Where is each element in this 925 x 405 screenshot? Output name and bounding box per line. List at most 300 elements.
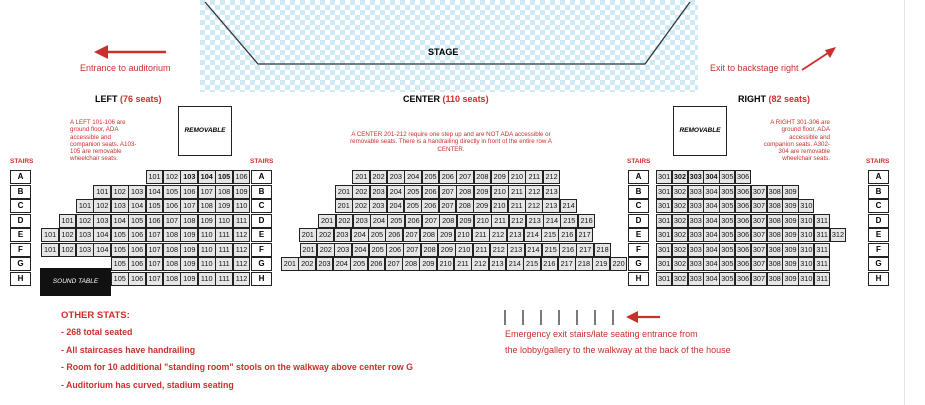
seat-center-d-212: 212 <box>509 214 527 228</box>
seat-center-e-201: 201 <box>299 228 317 242</box>
seat-left-d-110: 110 <box>215 214 233 228</box>
seat-left-c-108: 108 <box>198 199 216 213</box>
seat-center-f-204: 204 <box>352 243 370 257</box>
seat-right-f-302: 302 <box>672 243 688 257</box>
seat-left-e-106: 106 <box>128 228 146 242</box>
seat-left-h-111: 111 <box>215 272 233 286</box>
seat-center-f-215: 215 <box>542 243 560 257</box>
seat-center-f-202: 202 <box>317 243 335 257</box>
seat-right-e-304: 304 <box>703 228 719 242</box>
seat-right-b-308: 308 <box>767 185 783 199</box>
seat-right-e-301: 301 <box>656 228 672 242</box>
row-label-h: H <box>10 272 31 286</box>
seat-left-d-107: 107 <box>163 214 181 228</box>
seat-center-f-213: 213 <box>507 243 525 257</box>
emergency-line-2: the lobby/gallery to the walkway at the back of the house <box>505 345 731 355</box>
seat-left-e-108: 108 <box>163 228 181 242</box>
row-label-c: C <box>628 199 649 213</box>
seat-center-c-211: 211 <box>508 199 526 213</box>
seat-center-b-201: 201 <box>335 185 353 199</box>
seat-left-h-112: 112 <box>233 272 251 286</box>
entrance-label: Entrance to auditorium <box>80 63 171 73</box>
seat-center-a-204: 204 <box>404 170 422 184</box>
row-label-h: H <box>628 272 649 286</box>
seat-center-f-212: 212 <box>490 243 508 257</box>
seat-center-f-214: 214 <box>525 243 543 257</box>
seat-center-c-204: 204 <box>387 199 405 213</box>
seat-center-b-211: 211 <box>508 185 526 199</box>
seat-left-g-109: 109 <box>180 257 198 271</box>
center-title: CENTER <box>403 94 441 104</box>
seat-center-g-214: 214 <box>506 257 524 271</box>
seat-right-f-301: 301 <box>656 243 672 257</box>
seat-right-h-302: 302 <box>672 272 688 286</box>
seat-center-f-201: 201 <box>300 243 318 257</box>
seat-center-d-203: 203 <box>353 214 371 228</box>
seat-center-a-212: 212 <box>543 170 561 184</box>
seat-right-b-303: 303 <box>688 185 704 199</box>
seat-left-h-110: 110 <box>198 272 216 286</box>
seat-right-d-304: 304 <box>703 214 719 228</box>
seat-center-f-211: 211 <box>473 243 491 257</box>
seat-left-f-102: 102 <box>59 243 77 257</box>
seat-center-c-205: 205 <box>404 199 422 213</box>
seat-right-g-304: 304 <box>703 257 719 271</box>
seat-left-d-105: 105 <box>128 214 146 228</box>
seat-center-c-208: 208 <box>456 199 474 213</box>
seat-right-g-303: 303 <box>688 257 704 271</box>
exit-backstage-label: Exit to backstage right <box>710 63 799 73</box>
seat-center-f-216: 216 <box>559 243 577 257</box>
seat-center-d-207: 207 <box>422 214 440 228</box>
seat-center-e-203: 203 <box>334 228 352 242</box>
seat-center-a-205: 205 <box>422 170 440 184</box>
seat-left-f-109: 109 <box>180 243 198 257</box>
seat-left-e-107: 107 <box>146 228 164 242</box>
row-label-c: C <box>868 199 889 213</box>
seat-left-e-104: 104 <box>93 228 111 242</box>
seat-right-d-301: 301 <box>656 214 672 228</box>
seat-left-b-109: 109 <box>233 185 251 199</box>
seat-right-e-305: 305 <box>719 228 735 242</box>
seat-left-b-108: 108 <box>215 185 233 199</box>
seat-center-c-202: 202 <box>352 199 370 213</box>
seat-center-c-209: 209 <box>473 199 491 213</box>
seat-left-c-106: 106 <box>163 199 181 213</box>
row-label-g: G <box>10 257 31 271</box>
seat-center-g-208: 208 <box>402 257 420 271</box>
seat-center-b-212: 212 <box>525 185 543 199</box>
seat-left-c-103: 103 <box>111 199 129 213</box>
seat-center-d-213: 213 <box>526 214 544 228</box>
seat-center-g-201: 201 <box>281 257 299 271</box>
seat-left-b-103: 103 <box>128 185 146 199</box>
stairs-label-center-left: STAIRS <box>250 158 274 165</box>
seat-left-g-108: 108 <box>163 257 181 271</box>
seat-right-f-307: 307 <box>751 243 767 257</box>
row-label-h: H <box>251 272 272 286</box>
seat-center-g-211: 211 <box>454 257 472 271</box>
seat-center-g-218: 218 <box>575 257 593 271</box>
seat-center-a-211: 211 <box>525 170 543 184</box>
seat-left-c-109: 109 <box>215 199 233 213</box>
seat-left-f-106: 106 <box>128 243 146 257</box>
seat-center-b-202: 202 <box>352 185 370 199</box>
seat-center-e-204: 204 <box>351 228 369 242</box>
seat-center-e-215: 215 <box>541 228 559 242</box>
seat-right-h-304: 304 <box>703 272 719 286</box>
seat-center-a-210: 210 <box>508 170 526 184</box>
seat-right-e-302: 302 <box>672 228 688 242</box>
seat-center-e-207: 207 <box>403 228 421 242</box>
row-label-d: D <box>868 214 889 228</box>
seat-right-d-305: 305 <box>719 214 735 228</box>
seat-left-b-102: 102 <box>111 185 129 199</box>
seat-center-f-218: 218 <box>594 243 612 257</box>
seat-center-c-201: 201 <box>335 199 353 213</box>
seat-center-f-203: 203 <box>334 243 352 257</box>
seat-right-d-306: 306 <box>735 214 751 228</box>
seat-center-g-205: 205 <box>350 257 368 271</box>
seat-right-h-308: 308 <box>767 272 783 286</box>
row-label-c: C <box>251 199 272 213</box>
emergency-line-1: Emergency exit stairs/late seating entrance from <box>505 329 698 339</box>
seat-left-e-110: 110 <box>198 228 216 242</box>
seat-left-g-106: 106 <box>128 257 146 271</box>
seat-center-d-214: 214 <box>543 214 561 228</box>
seat-right-h-311: 311 <box>814 272 830 286</box>
seat-center-f-206: 206 <box>386 243 404 257</box>
seat-left-e-103: 103 <box>76 228 94 242</box>
seat-left-d-104: 104 <box>111 214 129 228</box>
stat-item: - 268 total seated <box>61 327 133 337</box>
seat-right-h-310: 310 <box>798 272 814 286</box>
row-label-d: D <box>10 214 31 228</box>
seat-center-f-208: 208 <box>421 243 439 257</box>
seat-center-e-211: 211 <box>472 228 490 242</box>
row-label-a: A <box>10 170 31 184</box>
seat-right-b-301: 301 <box>656 185 672 199</box>
seat-center-g-220: 220 <box>610 257 628 271</box>
seat-center-g-219: 219 <box>592 257 610 271</box>
seat-right-b-302: 302 <box>672 185 688 199</box>
seat-center-g-203: 203 <box>316 257 334 271</box>
seat-center-g-216: 216 <box>541 257 559 271</box>
seat-left-e-109: 109 <box>180 228 198 242</box>
seat-center-d-204: 204 <box>370 214 388 228</box>
seat-left-a-106: 106 <box>233 170 251 184</box>
row-label-d: D <box>251 214 272 228</box>
seat-right-f-304: 304 <box>703 243 719 257</box>
seat-center-d-202: 202 <box>336 214 354 228</box>
seat-center-e-205: 205 <box>368 228 386 242</box>
left-title: LEFT <box>95 94 118 104</box>
seat-left-d-109: 109 <box>198 214 216 228</box>
seat-right-c-302: 302 <box>672 199 688 213</box>
seat-left-g-112: 112 <box>233 257 251 271</box>
seat-left-h-108: 108 <box>163 272 181 286</box>
seat-left-f-112: 112 <box>233 243 251 257</box>
stat-item: - All staircases have handrailing <box>61 344 196 355</box>
seat-right-d-307: 307 <box>751 214 767 228</box>
seat-center-b-204: 204 <box>387 185 405 199</box>
other-stats-heading: OTHER STATS: <box>61 310 130 321</box>
seat-right-f-311: 311 <box>814 243 830 257</box>
seat-right-d-303: 303 <box>688 214 704 228</box>
row-label-f: F <box>628 243 649 257</box>
seat-right-e-303: 303 <box>688 228 704 242</box>
seat-center-c-203: 203 <box>369 199 387 213</box>
seat-right-f-309: 309 <box>782 243 798 257</box>
seat-right-g-309: 309 <box>782 257 798 271</box>
seat-center-b-213: 213 <box>543 185 561 199</box>
left-count: (76 seats) <box>120 94 162 104</box>
seat-left-f-101: 101 <box>41 243 59 257</box>
seat-right-a-304: 304 <box>703 170 719 184</box>
seat-left-a-101: 101 <box>146 170 164 184</box>
seat-right-d-302: 302 <box>672 214 688 228</box>
seat-right-e-312: 312 <box>830 228 846 242</box>
seat-left-b-105: 105 <box>163 185 181 199</box>
seat-right-h-305: 305 <box>719 272 735 286</box>
seat-left-a-105: 105 <box>215 170 233 184</box>
row-label-e: E <box>868 228 889 242</box>
seat-right-h-307: 307 <box>751 272 767 286</box>
seat-center-b-206: 206 <box>422 185 440 199</box>
seat-center-f-205: 205 <box>369 243 387 257</box>
seat-right-c-304: 304 <box>703 199 719 213</box>
seat-center-d-206: 206 <box>405 214 423 228</box>
stage-label: STAGE <box>428 47 459 57</box>
seat-center-g-207: 207 <box>385 257 403 271</box>
seat-left-f-107: 107 <box>146 243 164 257</box>
seat-center-g-209: 209 <box>419 257 437 271</box>
left-removable-label: REMOVABLE <box>184 127 226 134</box>
seat-center-e-209: 209 <box>437 228 455 242</box>
stat-item: - Room for 10 additional "standing room" stools on the walkway above center row G <box>61 362 413 372</box>
seat-right-c-308: 308 <box>767 199 783 213</box>
seat-left-d-108: 108 <box>180 214 198 228</box>
seat-left-a-104: 104 <box>198 170 216 184</box>
seat-center-g-217: 217 <box>558 257 576 271</box>
seat-center-e-213: 213 <box>507 228 525 242</box>
row-label-b: B <box>10 185 31 199</box>
seat-right-b-305: 305 <box>719 185 735 199</box>
seat-center-a-206: 206 <box>439 170 457 184</box>
seat-right-e-306: 306 <box>735 228 751 242</box>
seat-left-g-107: 107 <box>146 257 164 271</box>
seat-right-a-303: 303 <box>688 170 704 184</box>
seat-right-c-307: 307 <box>751 199 767 213</box>
seat-center-a-209: 209 <box>491 170 509 184</box>
seat-center-e-202: 202 <box>316 228 334 242</box>
seat-left-e-102: 102 <box>59 228 77 242</box>
row-label-d: D <box>628 214 649 228</box>
right-note: A RIGHT 301-306 are ground floor, ADA accessible and companion seats. A302-304 are removable wheelchair seats. <box>763 119 830 163</box>
seat-center-c-212: 212 <box>525 199 543 213</box>
seat-right-c-310: 310 <box>798 199 814 213</box>
seat-left-h-106: 106 <box>128 272 146 286</box>
seat-right-h-303: 303 <box>688 272 704 286</box>
stat-item: - Auditorium has curved, stadium seating <box>61 379 234 390</box>
seat-right-e-309: 309 <box>782 228 798 242</box>
seat-left-a-102: 102 <box>163 170 181 184</box>
seat-center-b-207: 207 <box>439 185 457 199</box>
row-label-c: C <box>10 199 31 213</box>
seat-center-c-206: 206 <box>421 199 439 213</box>
seat-left-g-110: 110 <box>198 257 216 271</box>
seat-center-d-209: 209 <box>457 214 475 228</box>
seat-center-g-202: 202 <box>298 257 316 271</box>
seat-right-a-301: 301 <box>656 170 672 184</box>
row-label-h: H <box>868 272 889 286</box>
seat-left-e-111: 111 <box>215 228 233 242</box>
seat-center-e-210: 210 <box>455 228 473 242</box>
seat-right-g-311: 311 <box>814 257 830 271</box>
seat-left-h-109: 109 <box>180 272 198 286</box>
seat-center-g-210: 210 <box>437 257 455 271</box>
seat-right-c-303: 303 <box>688 199 704 213</box>
seat-left-c-102: 102 <box>93 199 111 213</box>
seat-right-d-309: 309 <box>782 214 798 228</box>
center-count: (110 seats) <box>442 94 489 104</box>
row-label-b: B <box>251 185 272 199</box>
seat-right-c-305: 305 <box>719 199 735 213</box>
right-count: (82 seats) <box>768 94 811 104</box>
seat-center-b-203: 203 <box>370 185 388 199</box>
seat-right-f-308: 308 <box>767 243 783 257</box>
seat-right-b-306: 306 <box>735 185 751 199</box>
seat-left-e-105: 105 <box>111 228 129 242</box>
row-label-e: E <box>251 228 272 242</box>
seat-center-d-215: 215 <box>560 214 578 228</box>
seat-center-g-212: 212 <box>471 257 489 271</box>
seat-left-c-105: 105 <box>146 199 164 213</box>
center-note: A CENTER 201-212 require one step up and are NOT ADA accessible or removable seats. There is a handrailing directly in front of the entire row A CENTER. <box>350 131 552 153</box>
seat-right-e-311: 311 <box>814 228 830 242</box>
seat-center-c-210: 210 <box>491 199 509 213</box>
seat-left-d-101: 101 <box>59 214 77 228</box>
stairs-label-left: STAIRS <box>10 158 34 165</box>
seat-right-b-307: 307 <box>751 185 767 199</box>
seat-left-d-106: 106 <box>146 214 164 228</box>
row-label-g: G <box>868 257 889 271</box>
seat-right-e-307: 307 <box>751 228 767 242</box>
seat-center-a-207: 207 <box>456 170 474 184</box>
seat-center-f-217: 217 <box>576 243 594 257</box>
seat-center-f-210: 210 <box>455 243 473 257</box>
seat-center-d-216: 216 <box>578 214 596 228</box>
seat-center-e-217: 217 <box>576 228 594 242</box>
seat-center-b-208: 208 <box>456 185 474 199</box>
seat-right-d-308: 308 <box>767 214 783 228</box>
seat-center-c-213: 213 <box>542 199 560 213</box>
seat-center-b-205: 205 <box>404 185 422 199</box>
right-title: RIGHT <box>738 94 766 104</box>
row-label-f: F <box>10 243 31 257</box>
seat-right-g-310: 310 <box>798 257 814 271</box>
seat-left-g-105: 105 <box>111 257 129 271</box>
seat-right-f-305: 305 <box>719 243 735 257</box>
seat-left-b-107: 107 <box>198 185 216 199</box>
row-label-b: B <box>628 185 649 199</box>
seat-left-d-102: 102 <box>76 214 94 228</box>
seat-right-g-308: 308 <box>767 257 783 271</box>
seat-center-a-203: 203 <box>387 170 405 184</box>
stairs-label-center-right: STAIRS <box>627 158 651 165</box>
seat-right-d-310: 310 <box>798 214 814 228</box>
left-note: A LEFT 101-106 are ground floor, ADA accessible and companion seats. A103-105 are removable wheelchair seats. <box>70 119 137 163</box>
seat-left-b-104: 104 <box>146 185 164 199</box>
seat-center-a-202: 202 <box>370 170 388 184</box>
seat-center-f-209: 209 <box>438 243 456 257</box>
seat-right-c-301: 301 <box>656 199 672 213</box>
right-edge-panel <box>904 0 925 405</box>
seat-left-e-112: 112 <box>233 228 251 242</box>
seat-right-e-308: 308 <box>767 228 783 242</box>
seat-center-g-213: 213 <box>489 257 507 271</box>
seat-left-c-104: 104 <box>128 199 146 213</box>
seat-right-g-305: 305 <box>719 257 735 271</box>
seat-right-a-306: 306 <box>735 170 751 184</box>
seat-center-d-201: 201 <box>318 214 336 228</box>
row-label-f: F <box>251 243 272 257</box>
row-label-e: E <box>628 228 649 242</box>
seat-right-g-306: 306 <box>735 257 751 271</box>
seat-left-f-104: 104 <box>93 243 111 257</box>
seat-right-a-305: 305 <box>719 170 735 184</box>
seat-left-d-103: 103 <box>93 214 111 228</box>
seat-center-a-208: 208 <box>474 170 492 184</box>
seat-left-b-106: 106 <box>180 185 198 199</box>
seat-center-g-204: 204 <box>333 257 351 271</box>
seat-left-g-111: 111 <box>215 257 233 271</box>
seat-left-b-101: 101 <box>93 185 111 199</box>
seat-center-d-205: 205 <box>387 214 405 228</box>
seat-right-f-310: 310 <box>798 243 814 257</box>
seat-left-f-108: 108 <box>163 243 181 257</box>
row-label-a: A <box>628 170 649 184</box>
seat-right-c-306: 306 <box>735 199 751 213</box>
seat-right-f-306: 306 <box>735 243 751 257</box>
seat-right-c-309: 309 <box>782 199 798 213</box>
row-label-a: A <box>868 170 889 184</box>
seat-left-f-103: 103 <box>76 243 94 257</box>
seat-center-f-207: 207 <box>403 243 421 257</box>
sound-table: SOUND TABLE <box>40 268 111 296</box>
seat-left-h-105: 105 <box>111 272 129 286</box>
seat-center-e-206: 206 <box>385 228 403 242</box>
seat-left-a-103: 103 <box>180 170 198 184</box>
seat-center-b-210: 210 <box>491 185 509 199</box>
seat-left-e-101: 101 <box>41 228 59 242</box>
seat-center-c-214: 214 <box>560 199 578 213</box>
seat-center-d-208: 208 <box>439 214 457 228</box>
row-label-g: G <box>251 257 272 271</box>
seat-right-e-310: 310 <box>798 228 814 242</box>
row-label-a: A <box>251 170 272 184</box>
seat-right-g-307: 307 <box>751 257 767 271</box>
seat-center-c-207: 207 <box>439 199 457 213</box>
row-label-g: G <box>628 257 649 271</box>
seat-center-e-216: 216 <box>558 228 576 242</box>
seat-right-h-309: 309 <box>782 272 798 286</box>
seat-center-a-201: 201 <box>352 170 370 184</box>
seat-left-d-111: 111 <box>233 214 251 228</box>
seat-left-c-110: 110 <box>233 199 251 213</box>
seat-right-h-301: 301 <box>656 272 672 286</box>
seat-center-d-211: 211 <box>491 214 509 228</box>
